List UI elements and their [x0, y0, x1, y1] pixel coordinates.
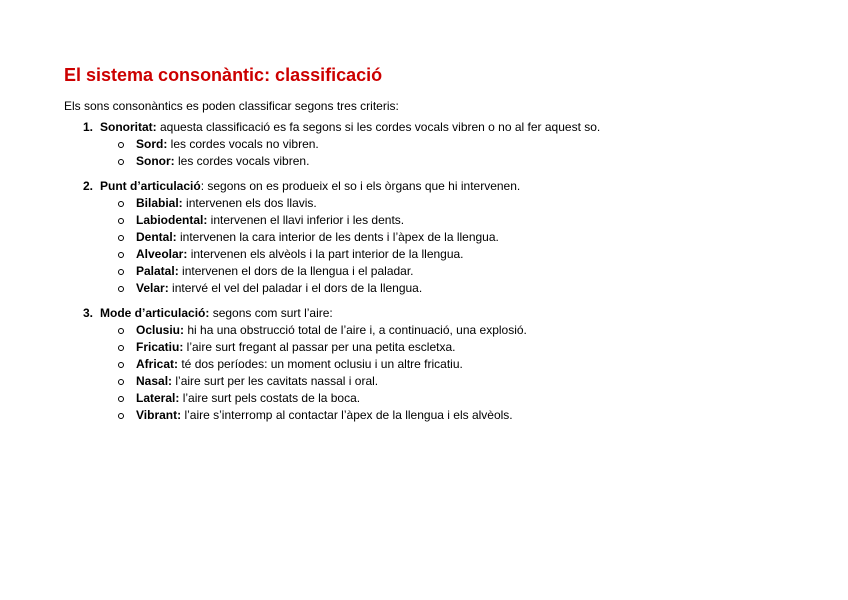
circle-bullet-icon [118, 413, 124, 419]
item-term: Sonor: [136, 154, 175, 168]
item-description: les cordes vocals vibren. [174, 154, 310, 168]
item-description: intervé el vel del paladar i el dors de la llengua. [168, 281, 423, 295]
list-number: 2. [83, 179, 94, 193]
item-description: intervenen els alvèols i la part interior de la llengua. [187, 247, 464, 261]
criterion-term: Punt d’articulació [100, 179, 201, 193]
list-item [100, 280, 824, 297]
criterion-sonoritat [64, 119, 824, 170]
item-description: l’aire surt pels costats de la boca. [179, 391, 361, 405]
item-description: intervenen el dors de la llengua i el paladar. [178, 264, 414, 278]
list-item [100, 195, 824, 212]
criterion-term: Sonoritat: [100, 120, 157, 134]
item-term: Sord: [136, 137, 168, 151]
circle-bullet-icon [118, 201, 124, 207]
item-description: té dos períodes: un moment oclusiu i un altre fricatiu. [178, 357, 463, 371]
criteria-list [64, 119, 824, 424]
item-term: Labiodental: [136, 213, 208, 227]
item-term: Nasal: [136, 374, 173, 388]
item-term: Fricatiu: [136, 340, 184, 354]
item-term: Oclusiu: [136, 323, 185, 337]
circle-bullet-icon [118, 252, 124, 258]
sub-list [100, 195, 824, 297]
item-term: Dental: [136, 230, 177, 244]
item-term: Bilabial: [136, 196, 183, 210]
item-term: Lateral: [136, 391, 180, 405]
criterion-description: segons com surt l’aire: [209, 306, 333, 320]
list-item [100, 229, 824, 246]
list-item [100, 153, 824, 170]
list-item [100, 356, 824, 373]
item-description: l’aire surt per les cavitats nassal i oral. [172, 374, 379, 388]
circle-bullet-icon [118, 235, 124, 241]
item-term: Vibrant: [136, 408, 182, 422]
sub-list [100, 136, 824, 170]
circle-bullet-icon [118, 286, 124, 292]
circle-bullet-icon [118, 345, 124, 351]
circle-bullet-icon [118, 159, 124, 165]
item-term: Alveolar: [136, 247, 188, 261]
list-item [100, 390, 824, 407]
circle-bullet-icon [118, 328, 124, 334]
circle-bullet-icon [118, 379, 124, 385]
list-item [100, 212, 824, 229]
list-item [100, 373, 824, 390]
list-item [100, 407, 824, 424]
item-description: intervenen la cara interior de les dents i l’àpex de la llengua. [176, 230, 499, 244]
item-description: l’aire s’interromp al contactar l’àpex de la llengua i els alvèols. [181, 408, 513, 422]
item-term: Palatal: [136, 264, 179, 278]
circle-bullet-icon [118, 218, 124, 224]
list-number: 3. [83, 306, 94, 320]
document-page [64, 62, 824, 432]
circle-bullet-icon [118, 396, 124, 402]
criterion-punt-articulacio [64, 178, 824, 297]
item-description: hi ha una obstrucció total de l’aire i, a continuació, una explosió. [184, 323, 527, 337]
sub-list [100, 322, 824, 424]
circle-bullet-icon [118, 142, 124, 148]
item-term: Africat: [136, 357, 179, 371]
list-number: 1. [83, 120, 94, 134]
criterion-mode-articulacio [64, 305, 824, 424]
item-description: intervenen el llavi inferior i les dents. [207, 213, 405, 227]
criterion-description: : segons on es produeix el so i els òrgans que hi intervenen. [200, 179, 521, 193]
list-item [100, 136, 824, 153]
list-item [100, 339, 824, 356]
intro-text: Els sons consonàntics es poden classificar segons tres criteris: [64, 99, 399, 113]
circle-bullet-icon [118, 362, 124, 368]
criterion-term: Mode d’articulació: [100, 306, 210, 320]
criterion-description: aquesta classificació es fa segons si les cordes vocals vibren o no al fer aquest so. [156, 120, 601, 134]
page-title: El sistema consonàntic: classificació [64, 65, 383, 85]
list-item [100, 263, 824, 280]
item-description: l’aire surt fregant al passar per una petita escletxa. [183, 340, 456, 354]
item-term: Velar: [136, 281, 169, 295]
item-description: intervenen els dos llavis. [182, 196, 317, 210]
item-description: les cordes vocals no vibren. [167, 137, 319, 151]
list-item [100, 322, 824, 339]
list-item [100, 246, 824, 263]
circle-bullet-icon [118, 269, 124, 275]
